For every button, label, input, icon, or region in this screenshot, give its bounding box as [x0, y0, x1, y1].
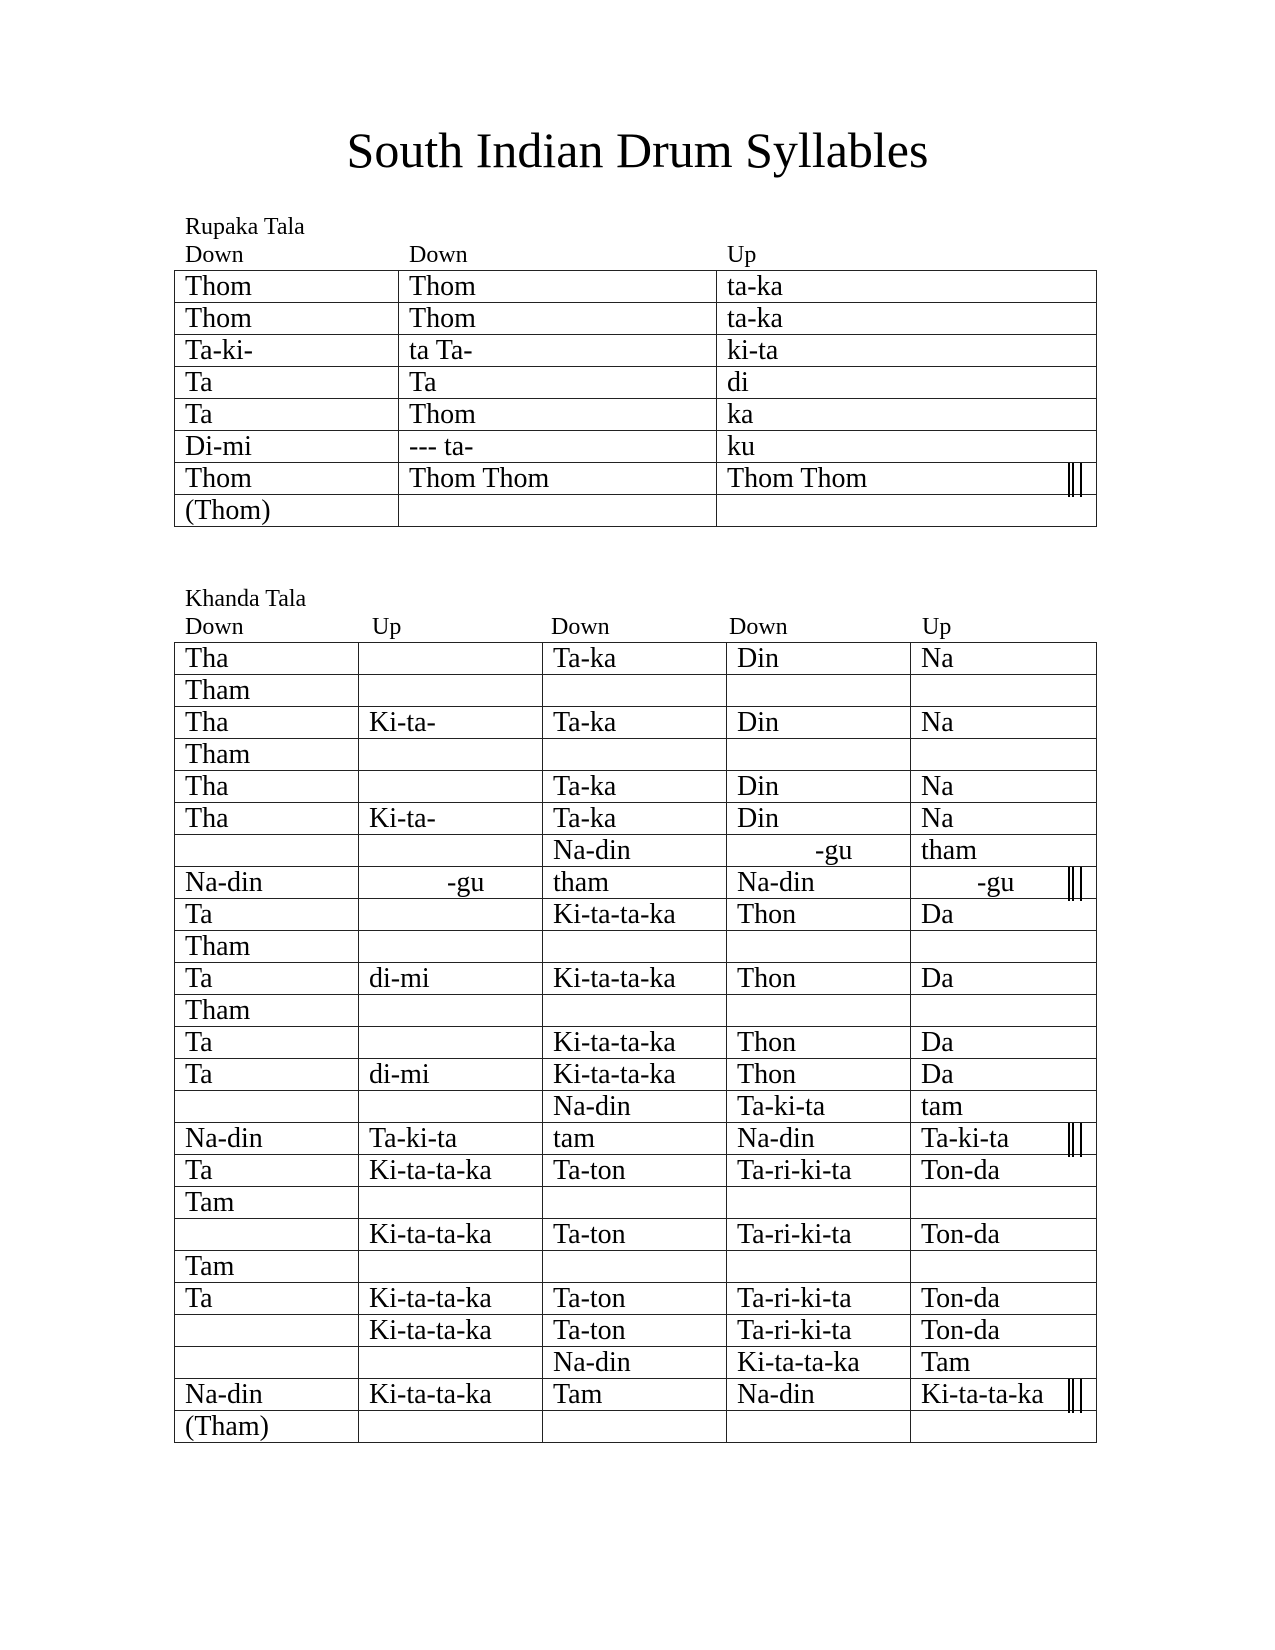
table-row	[175, 643, 1097, 675]
table-row	[175, 431, 1097, 463]
table-row	[175, 303, 1097, 335]
table-cell: Thom Thom	[717, 463, 1097, 495]
table-cell: Ki-ta-ta-ka	[543, 1059, 727, 1091]
table-cell	[911, 739, 1097, 771]
rupaka-section-label: Rupaka Tala	[185, 214, 305, 240]
table-cell: Ta	[175, 1027, 359, 1059]
table-cell: ku	[717, 431, 1097, 463]
khanda-header-1: Down	[185, 614, 244, 640]
table-cell: Ta	[175, 1155, 359, 1187]
table-cell: Ton-da	[911, 1155, 1097, 1187]
khanda-header-5: Up	[922, 614, 952, 640]
table-cell	[911, 1251, 1097, 1283]
table-cell	[175, 1219, 359, 1251]
table-cell	[543, 995, 727, 1027]
table-cell: Ki-ta-ta-ka	[359, 1155, 543, 1187]
table-cell: Din	[727, 803, 911, 835]
khanda-table	[174, 642, 1097, 1443]
table-cell: Ta	[175, 367, 399, 399]
table-cell: Da	[911, 899, 1097, 931]
table-cell: Tha	[175, 707, 359, 739]
table-cell	[359, 1187, 543, 1219]
table-cell	[359, 643, 543, 675]
table-cell	[359, 835, 543, 867]
table-cell	[543, 675, 727, 707]
rupaka-header-2: Down	[409, 242, 468, 268]
table-row	[175, 495, 1097, 527]
table-cell: Thom	[175, 271, 399, 303]
table-cell	[543, 739, 727, 771]
table-cell: Na-din	[543, 1347, 727, 1379]
table-cell: ki-ta	[717, 335, 1097, 367]
table-cell: Ki-ta-ta-ka	[543, 1027, 727, 1059]
table-cell: Tam	[175, 1251, 359, 1283]
table-row	[175, 771, 1097, 803]
table-cell: Tha	[175, 643, 359, 675]
table-cell: Na-din	[543, 835, 727, 867]
table-cell	[727, 995, 911, 1027]
table-cell	[359, 739, 543, 771]
table-cell: Na	[911, 771, 1097, 803]
double-barline-icon	[1068, 1123, 1082, 1157]
table-row	[175, 1187, 1097, 1219]
table-cell: -gu	[911, 867, 1097, 899]
table-row	[175, 835, 1097, 867]
table-cell: Tam	[543, 1379, 727, 1411]
table-cell	[359, 1091, 543, 1123]
table-cell	[359, 899, 543, 931]
page-title: South Indian Drum Syllables	[346, 122, 929, 178]
table-cell: Na-din	[727, 1379, 911, 1411]
double-barline-icon	[1068, 463, 1082, 497]
table-cell: ta-ka	[717, 271, 1097, 303]
table-cell: Da	[911, 1059, 1097, 1091]
table-row	[175, 707, 1097, 739]
rupaka-header-3: Up	[727, 242, 757, 268]
table-cell: Na-din	[727, 1123, 911, 1155]
table-cell: ta-ka	[717, 303, 1097, 335]
rupaka-table	[174, 270, 1097, 527]
table-cell: Ta-ka	[543, 707, 727, 739]
table-cell: Din	[727, 707, 911, 739]
table-cell: Na-din	[543, 1091, 727, 1123]
table-cell: ka	[717, 399, 1097, 431]
table-cell: Ta-ton	[543, 1155, 727, 1187]
table-cell: Ta-ki-	[175, 335, 399, 367]
table-cell: tam	[911, 1091, 1097, 1123]
table-cell: Ta-ka	[543, 643, 727, 675]
table-row	[175, 271, 1097, 303]
table-cell: Ki-ta-ta-ka	[359, 1315, 543, 1347]
table-cell	[359, 995, 543, 1027]
table-cell: Ta-ka	[543, 771, 727, 803]
table-cell: Thom	[399, 271, 717, 303]
table-cell	[359, 1027, 543, 1059]
table-cell: Thom Thom	[399, 463, 717, 495]
table-cell: di-mi	[359, 963, 543, 995]
table-cell: Na-din	[727, 867, 911, 899]
khanda-header-2: Up	[372, 614, 402, 640]
table-row	[175, 1315, 1097, 1347]
table-cell: Tam	[911, 1347, 1097, 1379]
table-cell: Ki-ta-ta-ka	[359, 1219, 543, 1251]
table-row	[175, 995, 1097, 1027]
table-cell: Na	[911, 643, 1097, 675]
table-row	[175, 1059, 1097, 1091]
table-row	[175, 1411, 1097, 1443]
table-cell	[911, 995, 1097, 1027]
table-cell: Thom	[175, 303, 399, 335]
table-cell	[175, 1091, 359, 1123]
table-cell	[727, 739, 911, 771]
table-cell	[727, 1251, 911, 1283]
double-barline-icon	[1068, 1379, 1082, 1413]
table-cell: Ta-ri-ki-ta	[727, 1155, 911, 1187]
table-cell: Da	[911, 963, 1097, 995]
table-cell: Ta-ki-ta	[359, 1123, 543, 1155]
table-row	[175, 963, 1097, 995]
table-cell	[359, 771, 543, 803]
table-cell: Ki-ta-ta-ka	[543, 963, 727, 995]
table-cell: Ton-da	[911, 1219, 1097, 1251]
table-cell	[911, 931, 1097, 963]
table-cell	[727, 1411, 911, 1443]
table-cell: Thom	[399, 399, 717, 431]
table-cell: Ta-ri-ki-ta	[727, 1283, 911, 1315]
table-cell: (Thom)	[175, 495, 399, 527]
table-cell: tham	[911, 835, 1097, 867]
table-cell: di-mi	[359, 1059, 543, 1091]
table-cell	[727, 931, 911, 963]
table-cell: Thon	[727, 1059, 911, 1091]
table-cell: Ta-ki-ta	[911, 1123, 1097, 1155]
table-cell: Thom	[175, 463, 399, 495]
table-cell: Ta	[175, 399, 399, 431]
table-cell: Tham	[175, 995, 359, 1027]
table-cell: Ta	[175, 899, 359, 931]
double-barline-icon	[1068, 867, 1082, 901]
table-cell: Ki-ta-ta-ka	[543, 899, 727, 931]
table-cell	[543, 1251, 727, 1283]
table-cell: -gu	[727, 835, 911, 867]
table-cell	[175, 1347, 359, 1379]
table-cell: Di-mi	[175, 431, 399, 463]
table-row	[175, 367, 1097, 399]
table-row	[175, 399, 1097, 431]
table-cell: Ta	[175, 1059, 359, 1091]
table-row	[175, 931, 1097, 963]
table-cell: Na	[911, 707, 1097, 739]
table-row	[175, 1027, 1097, 1059]
table-cell	[717, 495, 1097, 527]
rupaka-header-1: Down	[185, 242, 244, 268]
table-cell: Ta	[399, 367, 717, 399]
table-cell	[175, 835, 359, 867]
table-cell: Na	[911, 803, 1097, 835]
table-cell: Tham	[175, 739, 359, 771]
table-cell: Na-din	[175, 1123, 359, 1155]
table-cell: Ta	[175, 1283, 359, 1315]
table-cell	[543, 931, 727, 963]
table-row	[175, 1091, 1097, 1123]
table-row	[175, 1155, 1097, 1187]
table-cell: Na-din	[175, 867, 359, 899]
khanda-header-3: Down	[551, 614, 610, 640]
table-cell	[911, 1187, 1097, 1219]
table-cell	[359, 675, 543, 707]
table-cell: Ki-ta-	[359, 803, 543, 835]
table-row	[175, 803, 1097, 835]
table-cell: Ta-ki-ta	[727, 1091, 911, 1123]
table-cell	[359, 1251, 543, 1283]
table-cell: Ta-ri-ki-ta	[727, 1315, 911, 1347]
table-cell: Ki-ta-ta-ka	[727, 1347, 911, 1379]
table-row	[175, 1379, 1097, 1411]
table-row	[175, 1251, 1097, 1283]
table-cell	[399, 495, 717, 527]
table-cell	[543, 1187, 727, 1219]
khanda-header-4: Down	[729, 614, 788, 640]
table-cell	[543, 1411, 727, 1443]
table-cell: Tham	[175, 675, 359, 707]
table-cell: Tha	[175, 771, 359, 803]
table-cell	[911, 675, 1097, 707]
table-cell	[359, 1411, 543, 1443]
table-cell: tham	[543, 867, 727, 899]
table-row	[175, 1283, 1097, 1315]
table-cell: Ta	[175, 963, 359, 995]
table-cell: Da	[911, 1027, 1097, 1059]
table-cell: ta Ta-	[399, 335, 717, 367]
table-cell: Thon	[727, 963, 911, 995]
table-cell: Tha	[175, 803, 359, 835]
table-cell: Ta-ton	[543, 1315, 727, 1347]
table-cell: Ta-ton	[543, 1219, 727, 1251]
table-row	[175, 1219, 1097, 1251]
table-cell	[175, 1315, 359, 1347]
table-cell: Ki-ta-	[359, 707, 543, 739]
table-cell: Ta-ton	[543, 1283, 727, 1315]
table-cell: Ki-ta-ta-ka	[911, 1379, 1097, 1411]
table-cell: Tham	[175, 931, 359, 963]
table-cell: Na-din	[175, 1379, 359, 1411]
table-row	[175, 1347, 1097, 1379]
table-cell: Tam	[175, 1187, 359, 1219]
table-cell: --- ta-	[399, 431, 717, 463]
table-cell	[911, 1411, 1097, 1443]
table-row	[175, 739, 1097, 771]
table-cell: Ton-da	[911, 1315, 1097, 1347]
table-cell	[727, 1187, 911, 1219]
table-row	[175, 335, 1097, 367]
table-row	[175, 1123, 1097, 1155]
table-cell: Ki-ta-ta-ka	[359, 1283, 543, 1315]
table-cell: Thon	[727, 899, 911, 931]
table-cell: Ki-ta-ta-ka	[359, 1379, 543, 1411]
table-row	[175, 899, 1097, 931]
table-cell: Din	[727, 643, 911, 675]
table-cell: Ta-ri-ki-ta	[727, 1219, 911, 1251]
table-cell	[359, 931, 543, 963]
table-cell: -gu	[359, 867, 543, 899]
khanda-section-label: Khanda Tala	[185, 586, 307, 612]
table-cell: Thom	[399, 303, 717, 335]
table-row	[175, 867, 1097, 899]
table-cell: Din	[727, 771, 911, 803]
table-cell: Ton-da	[911, 1283, 1097, 1315]
table-cell: Ta-ka	[543, 803, 727, 835]
table-cell	[727, 675, 911, 707]
table-row	[175, 463, 1097, 495]
table-cell: di	[717, 367, 1097, 399]
table-cell	[359, 1347, 543, 1379]
table-cell: Thon	[727, 1027, 911, 1059]
table-row	[175, 675, 1097, 707]
table-cell: tam	[543, 1123, 727, 1155]
table-cell: (Tham)	[175, 1411, 359, 1443]
